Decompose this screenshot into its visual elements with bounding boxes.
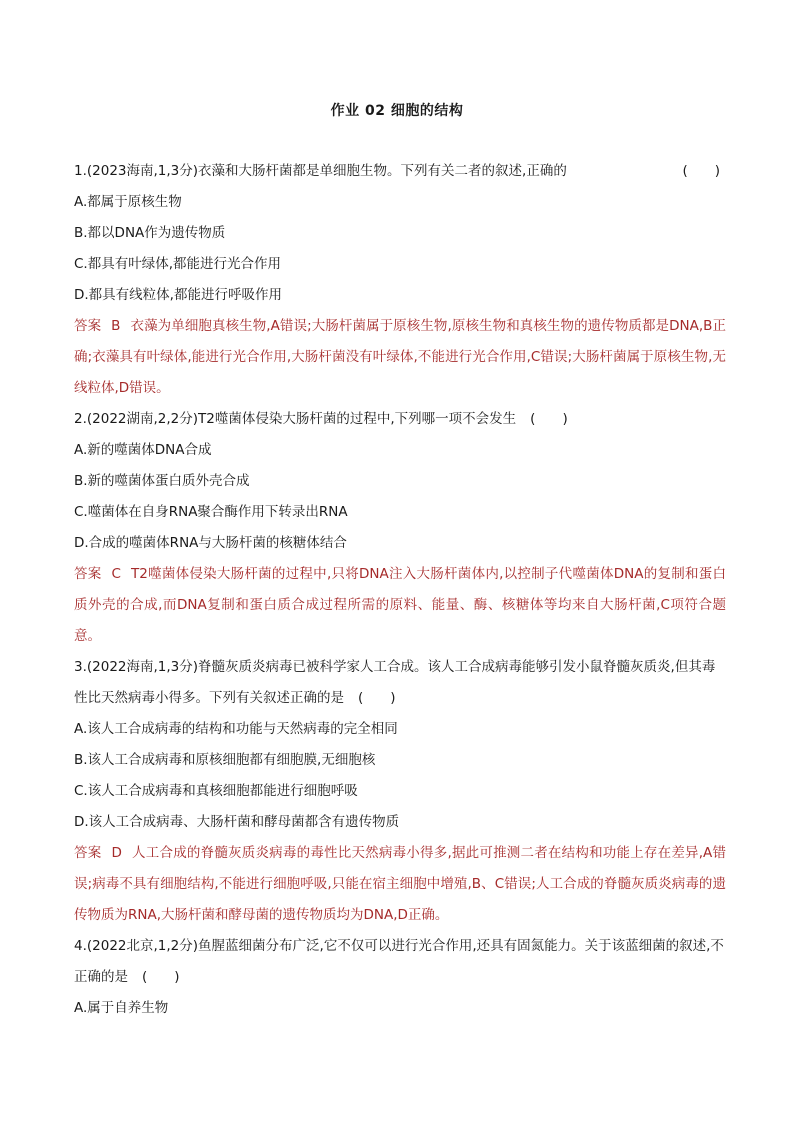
question-4 — [74, 931, 726, 1024]
question-stem-text: 2.(2022湖南,2,2分)T2噬菌体侵染大肠杆菌的过程中,下列哪一项不会发生 — [74, 411, 517, 427]
answer-bracket: ( ) — [358, 690, 396, 706]
answer-choice: C — [111, 566, 121, 582]
page-title: 作业 02 细胞的结构 — [330, 103, 464, 119]
question-stem — [74, 404, 726, 435]
option-a: A.都属于原核生物 — [74, 194, 182, 210]
option-a: A.属于自养生物 — [74, 1000, 169, 1016]
answer-explanation: T2噬菌体侵染大肠杆菌的过程中,只将DNA注入大肠杆菌体内,以控制子代噬菌体DNA的复制和蛋白质外壳的合成,而DNA复制和蛋白质合成过程所需的原料、能量、酶、核糖体等均来自大肠杆菌,C项符合题意。 — [74, 566, 727, 644]
answer-block — [74, 559, 726, 652]
answer-choice: B — [111, 318, 121, 334]
question-stem — [74, 652, 726, 714]
option-b: B.新的噬菌体蛋白质外壳合成 — [74, 473, 250, 489]
option-a: A.新的噬菌体DNA合成 — [74, 442, 212, 458]
answer-bracket: ( ) — [530, 411, 568, 427]
option-d: D.该人工合成病毒、大肠杆菌和酵母菌都含有遗传物质 — [74, 814, 400, 830]
answer-choice: D — [111, 845, 122, 861]
answer-label: 答案 — [74, 845, 102, 861]
question-2 — [74, 404, 726, 652]
question-1 — [74, 156, 726, 404]
question-stem — [74, 931, 726, 993]
question-stem-text: 4.(2022北京,1,2分)鱼腥蓝细菌分布广泛,它不仅可以进行光合作用,还具有固氮能力。关于该蓝细菌的叙述,不正确的是 — [74, 938, 724, 985]
answer-label: 答案 — [74, 318, 102, 334]
option-c: C.噬菌体在自身RNA聚合酶作用下转录出RNA — [74, 504, 348, 520]
answer-block — [74, 838, 726, 931]
answer-label: 答案 — [74, 566, 102, 582]
option-d: D.都具有线粒体,都能进行呼吸作用 — [74, 287, 282, 303]
question-list — [74, 156, 726, 1024]
answer-explanation: 衣藻为单细胞真核生物,A错误;大肠杆菌属于原核生物,原核生物和真核生物的遗传物质都是DNA,B正确;衣藻具有叶绿体,能进行光合作用,大肠杆菌没有叶绿体,不能进行光合作用,C错误;大肠杆菌属于原核生物,无线粒体,D错误。 — [74, 318, 727, 396]
option-a: A.该人工合成病毒的结构和功能与天然病毒的完全相同 — [74, 721, 398, 737]
answer-bracket: ( ) — [682, 163, 720, 179]
option-b: B.都以DNA作为遗传物质 — [74, 225, 226, 241]
question-stem-text: 3.(2022海南,1,3分)脊髓灰质炎病毒已被科学家人工合成。该人工合成病毒能够引发小鼠脊髓灰质炎,但其毒性比天然病毒小得多。下列有关叙述正确的是 — [74, 659, 716, 706]
question-3 — [74, 652, 726, 931]
question-stem — [74, 156, 726, 187]
answer-block — [74, 311, 726, 404]
option-d: D.合成的噬菌体RNA与大肠杆菌的核糖体结合 — [74, 535, 347, 551]
question-stem-text: 1.(2023海南,1,3分)衣藻和大肠杆菌都是单细胞生物。下列有关二者的叙述,正确的 — [74, 163, 567, 179]
answer-bracket: ( ) — [142, 969, 180, 985]
answer-explanation: 人工合成的脊髓灰质炎病毒的毒性比天然病毒小得多,据此可推测二者在结构和功能上存在差异,A错误;病毒不具有细胞结构,不能进行细胞呼吸,只能在宿主细胞中增殖,B、C错误;人工合成的脊髓灰质炎病毒的遗传物质为RNA,大肠杆菌和酵母菌的遗传物质均为DNA,D正确。 — [74, 845, 727, 923]
option-c: C.该人工合成病毒和真核细胞都能进行细胞呼吸 — [74, 783, 358, 799]
option-b: B.该人工合成病毒和原核细胞都有细胞膜,无细胞核 — [74, 752, 376, 768]
option-c: C.都具有叶绿体,都能进行光合作用 — [74, 256, 282, 272]
